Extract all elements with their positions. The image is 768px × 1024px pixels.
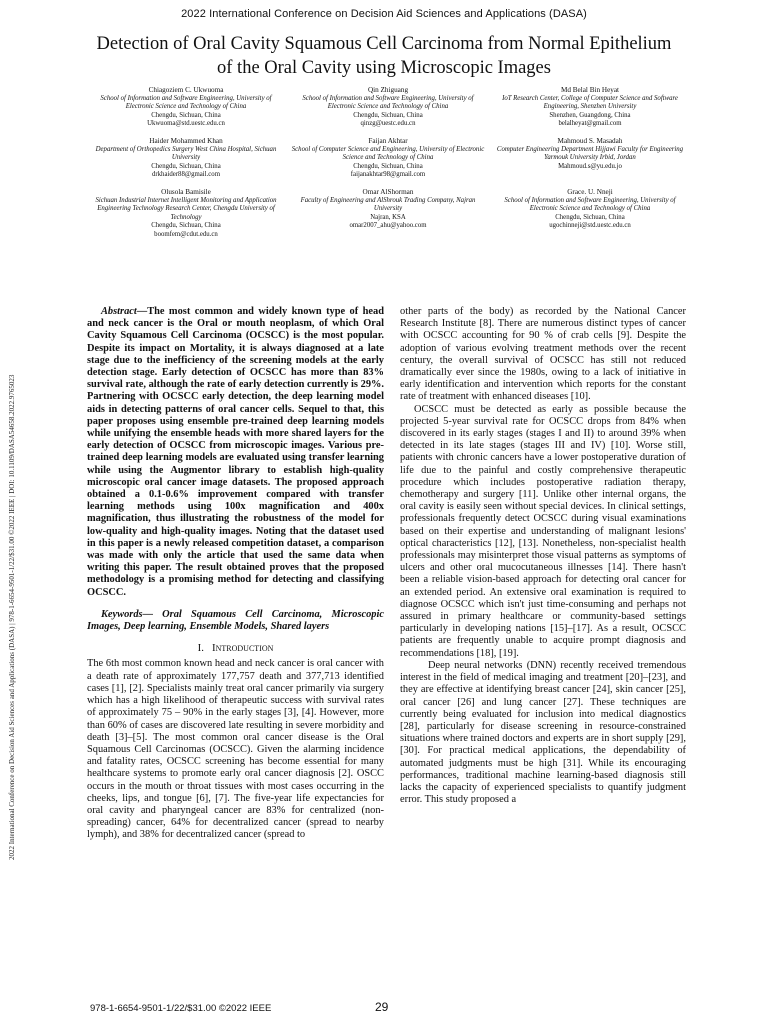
paper-title (70, 32, 698, 80)
author-email: qinzg@uestc.edu.cn (360, 120, 416, 128)
keywords (87, 609, 384, 633)
abstract-text: —The most common and widely known type of head and neck cancer is the Oral or mouth neoplasm, of which Oral Cavity Squamous Cell Carcinoma (OCSCC) is the most popular. Despite its impact on Mortality, it is always diagnosed at a late stage due to the inefficiency of the screening models at the early detection stage. Early detection of OCSCC has more than 83% survival rate, although the rate of early detection currently is 29%. Partnering with OCSCC early detection, the deep learning model aids in detecting patterns of oral cancer cells. Sequel to that, this paper proposes using ensemble pre-trained deep learning models while unifying the ensemble heads with more shared layers for the early detection of OCSCC from microscopic images. Various pre-trained deep learning models are evaluated using transfer learning while using the Augmentor library to establish high-quality microscopic oral cancer image datasets. The proposed approach obtained a 0.1-0.6% improvement compared with transfer learning methods using 100x magnification and 400x magnification, thus illustrating the robustness of the model for low-quality and high-quality images. Noting that the dataset used in this paper is a newly released competition dataset, a comparison was made with only the article that used the same data when writing this paper. The result obtained proves that the proposed methodology is a promising method for detecting and classifying OCSCC. (87, 306, 384, 598)
author-card (290, 86, 486, 129)
author-row-3 (88, 188, 688, 240)
author-name: Omar AlShorman (362, 187, 414, 196)
author-affiliation: Sichuan Industrial Internet Intelligent Monitoring and Application Engineering Technology Research Center, Chengdu University of Technology (95, 196, 277, 221)
author-row-1 (88, 86, 688, 129)
keywords-label: Keywords— (101, 608, 153, 620)
author-row-2 (88, 137, 688, 180)
author-email: boomfem@cdut.edu.cn (154, 230, 218, 238)
author-email: Mahmoud.s@yu.edu.jo (558, 162, 622, 170)
page-number: 29 (375, 1000, 389, 1014)
author-location: Chengdu, Sichuan, China (555, 213, 625, 221)
author-affiliation: Department of Orthopedics Surgery West China Hospital, Sichuan University (95, 145, 277, 162)
author-location: Chengdu, Sichuan, China (151, 162, 221, 170)
section-number: I. (197, 642, 204, 655)
author-block (88, 86, 688, 248)
author-affiliation: School of Information and Software Engineering, University of Electronic Science and Technology of China (100, 94, 272, 111)
footer-isbn: 978-1-6654-9501-1/22/$31.00 ©2022 IEEE (90, 1003, 272, 1014)
section-title: Introduction (212, 642, 274, 655)
author-card (492, 86, 688, 129)
author-card (492, 137, 688, 180)
intro-paragraph-1: The 6th most common known head and neck cancer is oral cancer with a death rate of approximately 177,757 death and 377,713 identified cases [1], [2]. Specialists mainly treat oral cancer primarily via surgery which has a high likelihood of therapeutic success with survival rates of approximately 75 – 90% in the early stages [3], [4]. However, more than 60% of cases are discovered late resulting in severe morbidity and death [3]–[5]. The most common oral cancer disease is the Oral Squamous Cell Carcinomas (OCSCC). Given the alarming incidence and fatality rates, OCSCC screening has become essential for many healthcare systems to promote early oral cancer diagnosis [2]. OSCC occurs in the mouth or throat tissues with most cases occurring in the cheeks, lips, and tongue [6], [7]. The five-year life expectancies for oral cavity and pharyngeal cancer are 83% for centralized (non-spreading) cancer, 64% for decentralized cancer (spread to nearby lymph), and 38% for decentralized cancer (spread to (87, 658, 384, 841)
keywords-text: Oral Squamous Cell Carcinoma, Microscopic Images, Deep learning, Ensemble Models, Shared layers (87, 608, 384, 633)
author-email: drkhaider88@gmail.com (152, 171, 220, 179)
author-card (88, 86, 284, 129)
author-affiliation: School of Computer Science and Engineering, University of Electronic Science and Technology of China (291, 145, 485, 162)
author-name: Qin Zhiguang (367, 86, 409, 94)
author-location: Shenzhen, Guangdong, China (549, 111, 631, 119)
author-name: Md Belal Bin Heyat (560, 86, 620, 94)
author-affiliation: IoT Research Center, College of Computer Science and Software Engineering, Shenzhen University (502, 94, 678, 111)
intro-paragraph-2: OCSCC must be detected as early as possible because the projected 5-year survival rate for OCSCC drops from 84% when discovered in its early stages (stages I and II) to around 39% when detected in its late stages (stages III and IV) [10]. Worse still, patients with chronic cancers have a lower postoperative duration of life due to the painful and costly comprehensive therapeutic procedure which includes postoperative radiation therapy, chemotherapy and surgery [11]. Unlike other internal organs, the oral cavity is easily seen without special devices. In clinical settings, professionals frequently detect OCSCC during visual examinations based on their expertise and understanding of malignant lesions' optical characteristics [12], [13]. Nonetheless, non-specialist health professionals may misinterpret those visual patterns as symptoms of ulcers and other oral mucocutaneous illnesses [14]. There hasn't been a reliable vision-based approach for detecting oral cancer for an extended period. An extensive oral examination is required to diagnose OCSCC which isn't just time-consuming and perhaps not assured in primary healthcare or community-based settings particularly in developing nations [15]–[17]. As a result, OCSCC patients are frequently unable to acquire prompt diagnosis and recommendations [18], [19]. (400, 403, 686, 659)
left-column (87, 306, 384, 842)
author-location: Chengdu, Sichuan, China (151, 222, 221, 230)
author-name: Mahmoud S. Masadah (557, 136, 623, 145)
side-margin-citation: 2022 International Conference on Decision Aid Sciences and Applications (DASA) | 978-1-6654-9501-1/22/$31.00 ©2022 IEEE | DOI: 10.1109/DASA54658.2022.9765023 (8, 374, 16, 860)
author-name: Faijan Akhtar (368, 136, 408, 145)
author-affiliation: School of Information and Software Engineering, University of Electronic Science and Technology of China (302, 94, 474, 111)
author-card (290, 188, 486, 240)
title-line-1: Detection of Oral Cavity Squamous Cell Carcinoma from Normal Epithelium (96, 34, 672, 54)
author-location: Chengdu, Sichuan, China (353, 162, 423, 170)
section-heading-introduction (87, 642, 384, 654)
intro-paragraph-3: Deep neural networks (DNN) recently received tremendous interest in the field of medical imaging and treatment [20]–[23], and they are effective at identifying breast cancer [24], skin cancer [25], oral cancer [26] and lung cancer [27]. These techniques are currently being evaluated for inclusion into medical diagnostics [28], particularly for disease screening in resource-constrained situations where trained doctors and experts are in short supply [29], [30]. For practical medical applications, the dependability of automated judgments must be high [31]. While its encouraging performances, traditional machine learning-based diagnosis still lacks the capacity of experienced specialists to quantify judgment error. This study proposed a (400, 659, 686, 806)
author-affiliation: Computer Engineering Department Hijjawi Faculty for Engineering Yarmouk University Irbid, Jordan (496, 145, 684, 162)
author-name: Haider Mohammed Khan (149, 136, 223, 145)
author-affiliation: School of Information and Software Engineering, University of Electronic Science and Technology of China (504, 196, 676, 213)
author-card (492, 188, 688, 240)
author-card (88, 188, 284, 240)
author-name: Grace. U. Nneji (567, 187, 613, 196)
author-affiliation: Faculty of Engineering and AlShrouk Trading Company, Najran University (300, 196, 476, 213)
intro-paragraph-1-continued: other parts of the body) as recorded by the National Cancer Research Institute [8]. There are numerous distinct types of cancer with OCSCC accounting for 90 % of crab cells [9]. Despite the adoption of various evolving treatment methods over the recent century, the overall survival of OCSCC has still not reduced dramatically ever since the 1980s, owing to a lack of initiative in early identification and intervention which reports for the constant rate of treatment with enhanced diseases [10]. (400, 306, 686, 403)
conference-header: 2022 International Conference on Decision Aid Sciences and Applications (DASA) (181, 8, 587, 20)
author-card (88, 137, 284, 180)
author-email: faijanakhtar98@gmail.com (350, 171, 426, 179)
author-location: Chengdu, Sichuan, China (151, 111, 221, 119)
author-email: Ukwuoma@std.uestc.edu.cn (147, 120, 225, 128)
author-name: Olusola Bamisile (161, 187, 211, 196)
abstract (87, 306, 384, 599)
author-email: belalheyat@gmail.com (558, 120, 622, 128)
abstract-label: Abstract (101, 306, 137, 317)
author-name: Chiagoziem C. Ukwuoma (148, 86, 224, 94)
title-line-2: of the Oral Cavity using Microscopic Images (217, 58, 551, 78)
right-column (400, 306, 686, 806)
author-location: Najran, KSA (370, 213, 406, 221)
author-card (290, 137, 486, 180)
author-email: omar2007_ahu@yahoo.com (349, 222, 427, 230)
author-location: Chengdu, Sichuan, China (353, 111, 423, 119)
author-email: ugochinneji@std.uestc.edu.cn (549, 222, 631, 230)
